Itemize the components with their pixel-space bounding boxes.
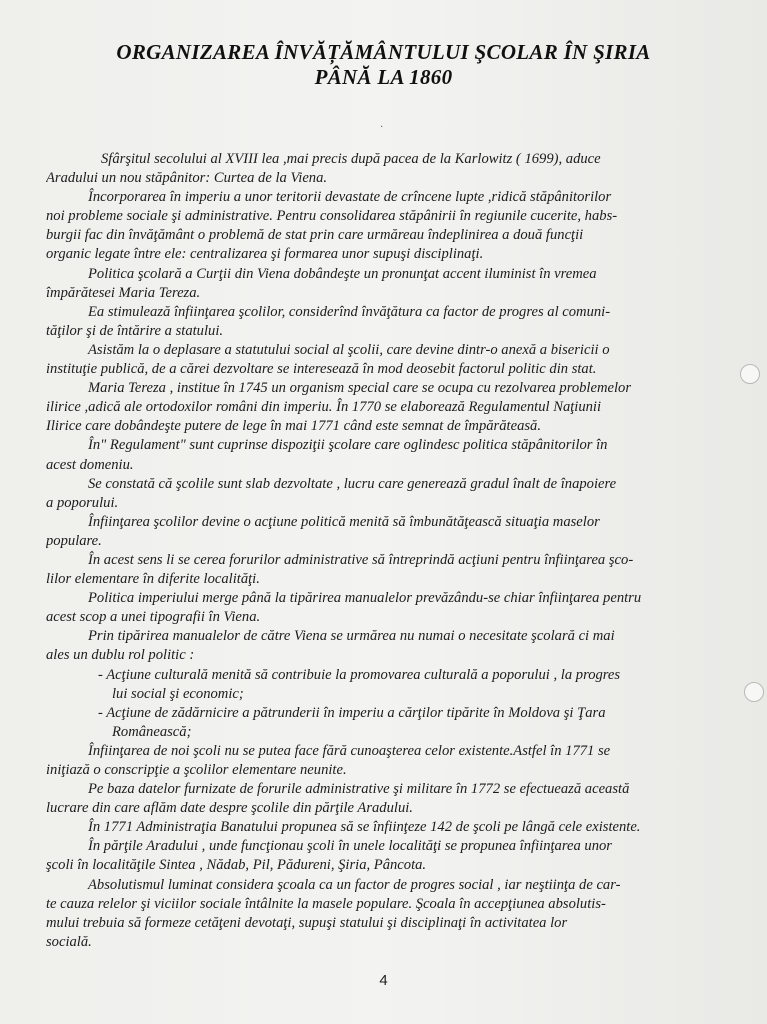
text-line: Maria Tereza , institue în 1745 un organism special care se ocupa cu rezolvarea problemelor: [88, 380, 632, 397]
text-line: În părţile Aradului , unde funcţionau şcoli în unele localităţi se propunea înfiinţarea unor: [88, 838, 612, 855]
text-line: acest scop a unei tipografii în Viena.: [46, 609, 261, 626]
title-line-1: ORGANIZAREA ÎNVĂȚĂMÂNTULUI ŞCOLAR ÎN ŞIRIA: [116, 40, 651, 64]
text-line: Înfiinţarea şcolilor devine o acţiune politică menită să îmbunătăţească situaţia maselor: [88, 513, 600, 530]
text-line: Înfiinţarea de noi şcoli nu se putea face fără cunoaşterea celor existente.Astfel în 1771 se: [88, 742, 611, 759]
text-line: ales un dublu rol politic :: [46, 647, 195, 664]
text-line: acest domeniu.: [46, 456, 134, 473]
speck-mark: ·: [380, 122, 384, 133]
text-line: - Acţiune de zădărnicire a pătrunderii în imperiu a cărţilor tipărite în Moldova şi Ţara: [98, 704, 606, 721]
text-line: lucrare din care aflăm date despre şcolile din părţile Aradului.: [46, 800, 413, 817]
punch-hole-bottom: [744, 682, 764, 702]
text-line: tăţilor şi de întărire a statului.: [46, 322, 224, 339]
text-line: În" Regulament" sunt cuprinse dispoziţii şcolare care oglindesc politica stăpânitorilor în: [88, 437, 608, 454]
text-line: Absolutismul luminat considera şcoala ca un factor de progres social , iar neştiinţa de car-: [88, 876, 621, 893]
text-line: Încorporarea în imperiu a unor teritorii devastate de crîncene lupte ,ridică stăpânitorilor: [88, 189, 612, 206]
text-line: şcoli în localităţile Sintea , Nădab, Pil, Pădureni, Şiria, Pâncota.: [46, 857, 427, 874]
text-line: populare.: [46, 532, 102, 549]
text-line: Sfârşitul secolului al XVIII lea ,mai precis după pacea de la Karlowitz ( 1699), aduce: [101, 151, 601, 167]
text-line: Se constată că şcolile sunt slab dezvoltate , lucru care generează gradul înalt de înapoiere: [88, 475, 617, 492]
text-line: a poporului.: [46, 494, 119, 511]
text-line: Pe baza datelor furnizate de forurile administrative şi militare în 1772 se efectuează această: [88, 781, 630, 798]
text-line: Ilirice care dobândeşte putere de lege în mai 1771 când este semnat de împărăteasă.: [46, 418, 541, 435]
page-title: [40, 40, 727, 90]
text-line: Prin tipărirea manualelor de către Viena se urmărea nu numai o necesitate şcolară ci mai: [88, 628, 615, 645]
text-line: Asistăm la o deplasare a statutului social al şcolii, care devine dintr-o anexă a bisericii o: [88, 341, 610, 358]
text-line: În acest sens li se cerea forurilor administrative să întreprindă acţiuni pentru înfiinţarea şco-: [88, 551, 634, 568]
text-line: organic legate între ele: centralizarea şi formarea unor supuşi disciplinaţi.: [46, 246, 484, 263]
text-line: mului trebuia să formeze cetăţeni devotaţi, supuşi statului şi disciplinaţi în activitatea lor: [46, 914, 568, 931]
text-line: Ea stimulează înfiinţarea şcolilor, considerînd învăţătura ca factor de progres al comuni-: [88, 303, 611, 320]
text-line: Românească;: [112, 723, 192, 740]
text-line: te cauza relelor şi viciilor sociale întâlnite la masele populare. Şcoala în accepţiunea absolutis-: [46, 895, 606, 912]
text-line: instituţie publică, de a cărei dezvoltare se interesează în mod deosebit factorul politic din stat.: [46, 361, 597, 378]
text-line: ilirice ,adică ale ortodoxilor români din imperiu. În 1770 se elaborează Regulamentul Naţiunii: [46, 399, 602, 416]
text-line: Politica imperiului merge până la tipărirea manualelor prevăzându-se chiar înfiinţarea pentru: [88, 590, 642, 607]
text-line: iniţiază o conscripţie a şcolilor elementare neunite.: [46, 762, 347, 778]
punch-hole-top: [740, 364, 760, 384]
body-text: [46, 150, 752, 952]
text-line: lilor elementare în diferite localităţi.: [46, 571, 260, 588]
title-line-2: PÂNĂ LA 1860: [314, 65, 453, 89]
text-line: împărătesei Maria Tereza.: [46, 284, 201, 301]
text-line: burgii fac din învăţământ o problemă de stat prin care urmăreau îndeplinirea a două funcţii: [46, 227, 584, 244]
text-line: Politica şcolară a Curţii din Viena dobândeşte un pronunţat accent iluminist în vremea: [88, 265, 597, 282]
text-line: lui social şi economic;: [112, 685, 244, 702]
text-line: În 1771 Administraţia Banatului propunea să se înfiinţeze 142 de şcoli pe lângă cele existente.: [88, 819, 641, 836]
text-line: noi probleme sociale şi administrative. Pentru consolidarea stăpânirii în regiunile cucerite, habs-: [46, 208, 618, 225]
text-line: - Acţiune culturală menită să contribuie la promovarea culturală a poporului , la progres: [98, 666, 621, 683]
page-number: 4: [379, 972, 388, 989]
text-line: Aradului un nou stăpânitor: Curtea de la Viena.: [46, 170, 328, 187]
text-line: socială.: [46, 933, 92, 950]
